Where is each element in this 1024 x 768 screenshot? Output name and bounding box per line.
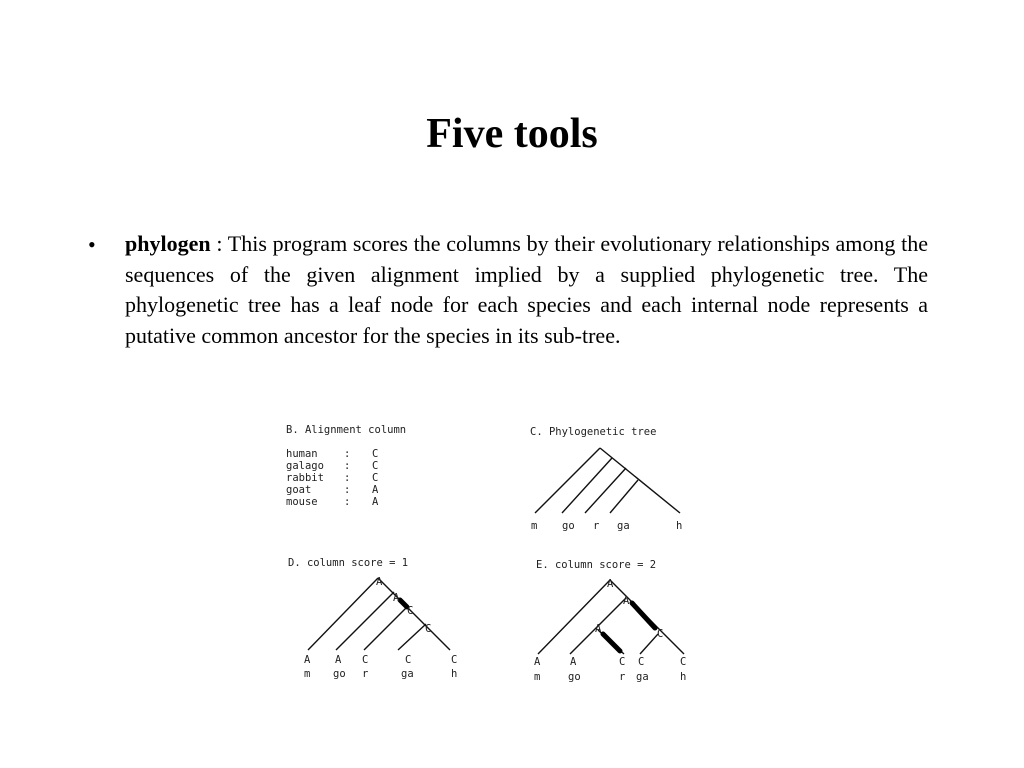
leaf-label: h bbox=[680, 671, 687, 683]
svg-text:C: C bbox=[372, 460, 379, 472]
tree-branch bbox=[364, 606, 408, 650]
mutation-branch bbox=[603, 634, 620, 651]
figure-svg bbox=[280, 418, 720, 693]
bullet-marker: • bbox=[88, 232, 96, 257]
term-phylogen: phylogen bbox=[125, 231, 211, 256]
leaf-base: A bbox=[335, 654, 342, 666]
panel-b-title: B. Alignment column bbox=[286, 424, 407, 436]
leaf-label: go bbox=[333, 668, 346, 680]
svg-text:galago: galago bbox=[286, 460, 324, 472]
panel-phylogenetic-tree bbox=[530, 426, 682, 532]
bullet-text bbox=[125, 229, 928, 351]
svg-text::: : bbox=[344, 448, 351, 460]
panel-d-title: D. column score = 1 bbox=[288, 557, 409, 569]
leaf-label: r bbox=[619, 671, 626, 683]
alignment-row bbox=[286, 484, 379, 496]
leaf-label: ga bbox=[617, 520, 630, 532]
panel-column-score-2 bbox=[534, 559, 686, 683]
svg-text:C: C bbox=[372, 448, 379, 460]
internal-state: A bbox=[393, 592, 400, 604]
mutation-branch bbox=[632, 603, 655, 628]
tree-branch bbox=[538, 580, 610, 654]
tree-branch bbox=[610, 480, 638, 513]
svg-text::: : bbox=[344, 460, 351, 472]
svg-text:A: A bbox=[372, 484, 379, 496]
internal-state: A bbox=[376, 576, 383, 588]
internal-state: C bbox=[657, 628, 664, 640]
leaf-label: r bbox=[362, 668, 369, 680]
phylogeny-figure bbox=[280, 418, 720, 693]
tree-branch bbox=[585, 468, 626, 513]
leaf-base: A bbox=[570, 656, 577, 668]
svg-text:human: human bbox=[286, 448, 318, 460]
svg-text::: : bbox=[344, 472, 351, 484]
tree-branch bbox=[640, 634, 658, 654]
svg-text:rabbit: rabbit bbox=[286, 472, 324, 484]
svg-text:goat: goat bbox=[286, 484, 312, 496]
panel-e-title: E. column score = 2 bbox=[536, 559, 657, 571]
svg-text::: : bbox=[344, 484, 351, 496]
internal-state: A bbox=[607, 578, 614, 590]
leaf-label: m bbox=[304, 668, 311, 680]
term-description: : This program scores the columns by their evolutionary relationships among the sequences of the given alignment implied by a supplied phylogenetic tree. The phylogenetic tree has a leaf node for each species and each internal node represents a putative common ancestor for the species in its sub-tree. bbox=[125, 231, 928, 348]
leaf-base: A bbox=[534, 656, 541, 668]
leaf-base: A bbox=[304, 654, 311, 666]
tree-branch bbox=[600, 448, 680, 513]
leaf-label: go bbox=[562, 520, 575, 532]
tree-branch bbox=[378, 578, 450, 650]
alignment-row bbox=[286, 448, 378, 460]
panel-column-score-1 bbox=[288, 557, 457, 680]
leaf-base: C bbox=[680, 656, 687, 668]
leaf-label: m bbox=[531, 520, 538, 532]
tree-branch bbox=[398, 624, 426, 650]
leaf-base: C bbox=[451, 654, 458, 666]
internal-state: C bbox=[425, 623, 432, 635]
leaf-base: C bbox=[638, 656, 645, 668]
alignment-row bbox=[286, 496, 379, 508]
internal-state: C bbox=[407, 605, 414, 617]
leaf-label: ga bbox=[636, 671, 649, 683]
tree-branch bbox=[535, 448, 600, 513]
leaf-label: m bbox=[534, 671, 541, 683]
internal-state: A bbox=[595, 623, 602, 635]
tree-branch bbox=[562, 458, 612, 513]
leaf-label: h bbox=[451, 668, 458, 680]
leaf-label: h bbox=[676, 520, 683, 532]
svg-text:A: A bbox=[372, 496, 379, 508]
tree-branch bbox=[308, 578, 378, 650]
leaf-label: ga bbox=[401, 668, 414, 680]
panel-c-title: C. Phylogenetic tree bbox=[530, 426, 657, 438]
svg-text:C: C bbox=[372, 472, 379, 484]
alignment-row bbox=[286, 460, 378, 472]
svg-text:mouse: mouse bbox=[286, 496, 318, 508]
panel-alignment-column bbox=[286, 424, 406, 508]
slide-title: Five tools bbox=[426, 111, 598, 157]
internal-state: A bbox=[623, 595, 630, 607]
leaf-label: go bbox=[568, 671, 581, 683]
leaf-label: r bbox=[593, 520, 600, 532]
leaf-base: C bbox=[405, 654, 412, 666]
tree-branch bbox=[336, 592, 394, 650]
leaf-base: C bbox=[362, 654, 369, 666]
svg-text::: : bbox=[344, 496, 351, 508]
mutation-branch bbox=[400, 600, 407, 607]
alignment-row bbox=[286, 472, 378, 484]
leaf-base: C bbox=[619, 656, 626, 668]
